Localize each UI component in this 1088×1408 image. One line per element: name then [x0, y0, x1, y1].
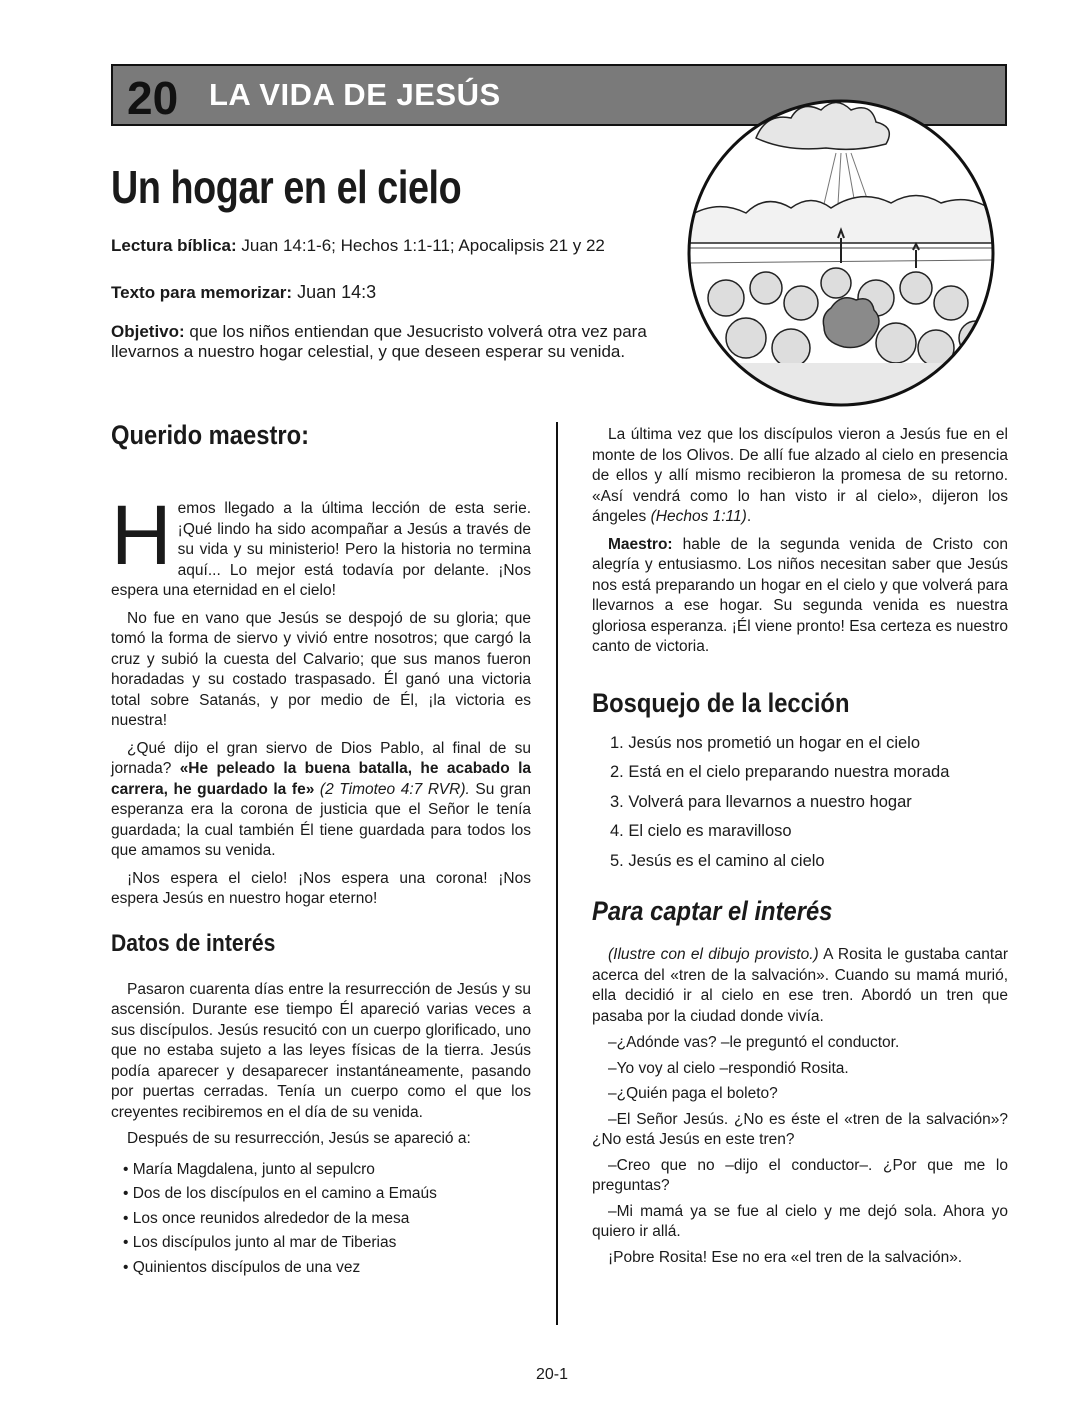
lesson-outline [592, 729, 1008, 877]
datos-heading: Datos de interés [111, 929, 276, 957]
lectura-line [111, 236, 671, 256]
maestro-note [592, 535, 1008, 658]
story-intro-text: A Rosita le gustaba cantar acerca del «tren de la salvación». Cuando su mamá murió, ella decidió ir al cielo en ese tren. Abordó un tren que pasaba por la ciudad donde vivía. [592, 946, 1008, 1025]
lectura-value: Juan 14:1-6; Hechos 1:1-11; Apocalipsis 21 y 22 [236, 236, 605, 255]
lesson-number: 20 [127, 72, 179, 124]
querido-maestro-heading: Querido maestro: [111, 420, 310, 450]
page-number: 20-1 [536, 1366, 569, 1383]
dialogue-line: –Yo voy al cielo –respondió Rosita. [608, 1059, 849, 1077]
objective-text: que los niños entiendan que Jesucristo volverá otra vez para llevarnos a nuestro hogar celestial, y que deseen esperar su venida. [111, 322, 647, 361]
outline-item: 3. Volverá para llevarnos a nuestro hogar [610, 792, 912, 811]
maestro-p3-quote: «He peleado la buena batalla, he acabado la carrera, he guardado la fe» [111, 760, 531, 798]
objective [111, 322, 651, 362]
ascension-paragraph [592, 425, 1008, 528]
maestro-paragraph-1 [111, 488, 531, 602]
right-column [592, 425, 1008, 1268]
bosquejo-heading: Bosquejo de la lección [592, 687, 850, 718]
series-title: LA VIDA DE JESÚS [209, 77, 501, 112]
maestro-p3-ref: (2 Timoteo 4:7 RVR). [314, 780, 470, 798]
list-item: • Los discípulos junto al mar de Tiberias [123, 1234, 397, 1251]
datos-paragraph-1: Pasaron cuarenta días entre la resurrección de Jesús y su ascensión. Durante ese tiempo Él apareció varias veces a sus discípulos. Jesús resucitó con un cuerpo glorificado, uno que no estaba sujeto a las leyes físicas de la tierra. Jesús podía aparecer y desaparecer instantáneamente, pasando por puertas cerradas. Tenía un cuerpo como el que los creyentes recibiremos en el día de su venida. [111, 980, 531, 1121]
list-item: • María Magdalena, junto al sepulcro [123, 1160, 375, 1178]
maestro-note-text: hable de la segunda venida de Cristo con alegría y entusiasmo. Los niños necesitan saber que Jesús nos está preparando un hogar en el cielo y que volverá para llevarnos a ese hogar. Su segunda venida es nuestra gloriosa esperanza. ¡Él viene pronto! Esa certeza es nuestro canto de victoria. [592, 535, 1008, 655]
dialogue-line: ¡Pobre Rosita! Ese no era «el tren de la salvación». [608, 1248, 963, 1266]
list-item: • Los once reunidos alrededor de la mesa [123, 1209, 410, 1227]
maestro-paragraph-2: No fue en vano que Jesús se despojó de su gloria; que tomó la forma de siervo y vivió entre nosotros; que cargó la cruz y subió la cuesta del Calvario; que sus manos fueron horadadas y su costado traspasado. Él ganó una victoria total sobre Satanás, y por medio de Él, ¡la victoria es nuestra! [111, 609, 531, 729]
outline-item: 5. Jesús es el camino al cielo [610, 851, 825, 870]
ascension-illustration [686, 98, 996, 408]
dialogue-line: –Mi mamá ya se fue al cielo y me dejó sola. Ahora yo quiero ir allá. [592, 1202, 1008, 1240]
maestro-note-label: Maestro: [608, 535, 673, 553]
story-intro [592, 945, 1008, 1027]
outline-item: 2. Está en el cielo preparando nuestra morada [610, 763, 950, 781]
lectura-label: Lectura bíblica: [111, 236, 237, 255]
maestro-p3-start: ¿Qué dijo el gran siervo de Dios Pablo, al final de su jornada? [111, 739, 531, 777]
objective-label: Objetivo: [111, 322, 185, 341]
appearances-list [111, 1158, 531, 1281]
dialogue-line: –¿Quién paga el boleto? [608, 1085, 778, 1102]
column-divider [556, 422, 558, 1325]
story-instruction: (Ilustre con el dibujo provisto.) [608, 946, 819, 963]
lesson-title: Un hogar en el cielo [111, 161, 462, 213]
memory-verse-value: Juan 14:3 [292, 282, 377, 302]
memory-verse-line [111, 282, 671, 303]
outline-item: 4. El cielo es maravilloso [610, 822, 792, 840]
dialogue-line: –¿Adónde vas? –le preguntó el conductor. [608, 1034, 900, 1051]
maestro-p3-end: Su gran esperanza era la corona de justicia que el Señor le tenía guardada; la cual también Él tiene guardada para todos los que amamos su venida. [111, 780, 531, 859]
dialogue-line: –El Señor Jesús. ¿No es éste el «tren de la salvación»? ¿No está Jesús en este tren? [592, 1110, 1008, 1148]
memory-verse-label: Texto para memorizar: [111, 283, 293, 302]
ascension-end: . [746, 508, 752, 525]
maestro-p1-text: emos llegado a la última lección de esta serie. ¡Qué lindo ha sido acompañar a Jesús a través de su vida y su ministerio! Pero la historia no termina aquí... Lo mejor está todavía por delante. ¡Nos espera una eternidad en el cielo! [111, 500, 531, 599]
ascension-ref: (Hechos 1:11) [650, 508, 747, 525]
left-column [111, 420, 531, 1280]
ascension-text: La última vez que los discípulos vieron a Jesús fue en el monte de los Olivos. De allí fue alzado al cielo en presencia de ellos y allí mismo recibieron la promesa de su retorno. «Así vendrá como lo han visto ir al cielo», dijeron los ángeles [592, 426, 1008, 525]
maestro-paragraph-3 [111, 739, 531, 862]
dialogue-line: –Creo que no –dijo el conductor–. ¿Por que me lo preguntas? [592, 1156, 1008, 1194]
drop-cap: H [111, 488, 172, 582]
list-item: • Quinientos discípulos de una vez [123, 1258, 361, 1276]
datos-paragraph-2: Después de su resurrección, Jesús se apareció a: [127, 1130, 471, 1147]
list-item: • Dos de los discípulos en el camino a Emaús [123, 1185, 437, 1202]
maestro-paragraph-4: ¡Nos espera el cielo! ¡Nos espera una corona! ¡Nos espera Jesús en nuestro hogar eterno! [111, 869, 531, 907]
outline-item: 1. Jesús nos prometió un hogar en el cielo [610, 733, 921, 752]
interes-heading: Para captar el interés [592, 896, 833, 926]
